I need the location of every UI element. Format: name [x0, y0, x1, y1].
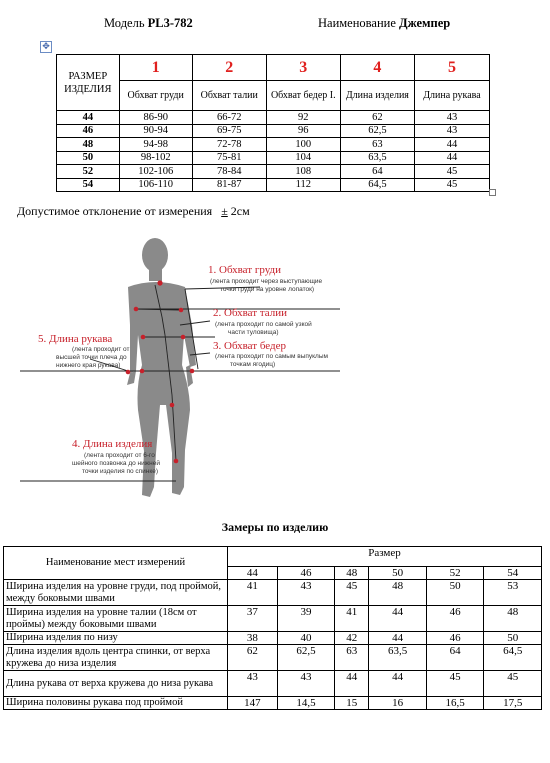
col-label-chest: Обхват груди — [119, 81, 192, 111]
label-length-line: шейного позвонка до нижней — [72, 460, 160, 467]
size-cell: 46 — [57, 124, 120, 138]
value-cell: 41 — [228, 580, 278, 606]
label-waist — [213, 307, 312, 336]
value-cell: 62 — [340, 111, 414, 125]
table-row — [4, 645, 542, 671]
value-cell: 63 — [335, 645, 369, 671]
value-cell: 17,5 — [484, 697, 542, 710]
value-cell: 48 — [484, 606, 542, 632]
table-resize-handle[interactable] — [489, 189, 496, 196]
value-cell: 63,5 — [369, 645, 427, 671]
col-number-1: 1 — [119, 55, 192, 81]
value-cell: 102-106 — [119, 165, 192, 179]
product-name-value: Джемпер — [399, 16, 451, 30]
value-cell: 43 — [228, 671, 278, 697]
value-cell: 45 — [335, 580, 369, 606]
label-sleeve-line: высшей точки плеча до — [56, 354, 127, 361]
label-chest-line: точки груди на уровне лопаток) — [220, 286, 315, 293]
measure-name: Ширина изделия на уровне груди, под проймой, между боковыми швами — [4, 580, 228, 606]
size-cell: 54 — [57, 178, 120, 192]
table-row — [4, 580, 542, 606]
label-chest — [208, 264, 323, 293]
size-cell: 52 — [57, 165, 120, 179]
value-cell: 94-98 — [119, 138, 192, 152]
label-length-title: 4. Длина изделия — [72, 438, 153, 450]
table-row — [4, 697, 542, 710]
table-row — [57, 124, 490, 138]
value-cell: 44 — [414, 151, 489, 165]
value-cell: 50 — [426, 580, 484, 606]
size-col-header: 54 — [484, 567, 542, 580]
value-cell: 46 — [426, 632, 484, 645]
plus-minus-sign: ± — [221, 204, 228, 218]
label-hips — [213, 340, 329, 368]
value-cell: 62,5 — [340, 124, 414, 138]
value-cell: 64,5 — [340, 178, 414, 192]
value-cell: 43 — [277, 580, 335, 606]
value-cell: 45 — [426, 671, 484, 697]
col-number-3: 3 — [266, 55, 340, 81]
product-name-heading — [318, 16, 450, 31]
value-cell: 64 — [426, 645, 484, 671]
value-cell: 38 — [228, 632, 278, 645]
value-cell: 40 — [277, 632, 335, 645]
size-column-header: РАЗМЕР ИЗДЕЛИЯ — [57, 55, 120, 111]
size-chart-table — [56, 54, 490, 192]
measure-name: Ширина изделия по низу — [4, 632, 228, 645]
value-cell: 44 — [414, 138, 489, 152]
value-cell: 43 — [414, 124, 489, 138]
label-hips-line: точкам ягодиц) — [230, 361, 276, 368]
label-length-line: (лента проходит от 6-го — [84, 452, 155, 459]
tolerance-text: Допустимое отклонение от измерения — [17, 204, 213, 218]
label-sleeve-line: нижнего края рукава) — [56, 362, 121, 369]
col-label-hips: Обхват бедер I. — [266, 81, 340, 111]
value-cell: 44 — [369, 671, 427, 697]
value-cell: 15 — [335, 697, 369, 710]
value-cell: 69-75 — [192, 124, 266, 138]
label-chest-line: (лента проходит через выступающие — [210, 278, 323, 285]
value-cell: 16 — [369, 697, 427, 710]
value-cell: 147 — [228, 697, 278, 710]
label-waist-title: 2. Обхват талии — [213, 307, 288, 319]
measure-name: Длина рукава от верха кружева до низа рукава — [4, 671, 228, 697]
value-cell: 44 — [335, 671, 369, 697]
col-number-5: 5 — [414, 55, 489, 81]
value-cell: 106-110 — [119, 178, 192, 192]
model-value: PL3-782 — [147, 16, 193, 30]
table-row — [4, 671, 542, 697]
value-cell: 64 — [340, 165, 414, 179]
size-col-header: 46 — [277, 567, 335, 580]
size-col-header: 48 — [335, 567, 369, 580]
tolerance-value: 2см — [230, 204, 250, 218]
value-cell: 63 — [340, 138, 414, 152]
value-cell: 86-90 — [119, 111, 192, 125]
measure-name: Ширина изделия на уровне талии (18см от проймы) между боковыми швами — [4, 606, 228, 632]
label-length-line: точки изделия по спинке) — [82, 468, 159, 475]
value-cell: 42 — [335, 632, 369, 645]
model-heading — [104, 16, 193, 31]
value-cell: 53 — [484, 580, 542, 606]
size-col-header: 52 — [426, 567, 484, 580]
col-label-waist: Обхват талии — [192, 81, 266, 111]
value-cell: 63,5 — [340, 151, 414, 165]
label-hips-title: 3. Обхват бедер — [213, 340, 286, 352]
label-sleeve-title: 5. Длина рукава — [38, 333, 113, 345]
value-cell: 98-102 — [119, 151, 192, 165]
value-cell: 81-87 — [192, 178, 266, 192]
value-cell: 43 — [277, 671, 335, 697]
measure-name-header: Наименование мест измерений — [4, 547, 228, 580]
label-sleeve-line: (лента проходит от — [72, 346, 130, 353]
label-sleeve — [38, 333, 129, 369]
col-number-4: 4 — [340, 55, 414, 81]
table-row — [57, 178, 490, 192]
value-cell: 14,5 — [277, 697, 335, 710]
measure-name: Длина изделия вдоль центра спинки, от верха кружева до низа изделия — [4, 645, 228, 671]
value-cell: 96 — [266, 124, 340, 138]
value-cell: 108 — [266, 165, 340, 179]
value-cell: 43 — [414, 111, 489, 125]
value-cell: 78-84 — [192, 165, 266, 179]
value-cell: 100 — [266, 138, 340, 152]
value-cell: 90-94 — [119, 124, 192, 138]
label-length — [72, 438, 160, 475]
table-row — [57, 138, 490, 152]
measurement-figure — [0, 225, 550, 515]
size-header: Размер — [228, 547, 542, 567]
value-cell: 45 — [414, 165, 489, 179]
value-cell: 44 — [369, 632, 427, 645]
measure-name: Ширина половины рукава под проймой — [4, 697, 228, 710]
value-cell: 37 — [228, 606, 278, 632]
value-cell: 64,5 — [484, 645, 542, 671]
value-cell: 41 — [335, 606, 369, 632]
value-cell: 45 — [484, 671, 542, 697]
col-label-length: Длина изделия — [340, 81, 414, 111]
value-cell: 75-81 — [192, 151, 266, 165]
value-cell: 104 — [266, 151, 340, 165]
size-col-header: 50 — [369, 567, 427, 580]
value-cell: 45 — [414, 178, 489, 192]
col-label-sleeve: Длина рукава — [414, 81, 489, 111]
table-row — [4, 632, 542, 645]
value-cell: 46 — [426, 606, 484, 632]
measurements-title: Замеры по изделию — [221, 520, 329, 534]
value-cell: 62,5 — [277, 645, 335, 671]
value-cell: 44 — [369, 606, 427, 632]
value-cell: 50 — [484, 632, 542, 645]
size-cell: 44 — [57, 111, 120, 125]
value-cell: 62 — [228, 645, 278, 671]
table-row — [57, 165, 490, 179]
table-move-handle-icon[interactable]: ✥ — [40, 41, 52, 53]
model-label: Модель — [104, 16, 145, 30]
size-col-header: 44 — [228, 567, 278, 580]
value-cell: 16,5 — [426, 697, 484, 710]
label-chest-title: 1. Обхват груди — [208, 264, 281, 276]
table-row — [57, 151, 490, 165]
tolerance-note — [17, 204, 250, 219]
table-row — [57, 111, 490, 125]
value-cell: 92 — [266, 111, 340, 125]
label-hips-line: (лента проходит по самым выпуклым — [215, 353, 328, 360]
col-number-2: 2 — [192, 55, 266, 81]
value-cell: 112 — [266, 178, 340, 192]
table-row — [4, 606, 542, 632]
label-waist-line: (лента проходит по самой узкой — [215, 321, 312, 328]
value-cell: 48 — [369, 580, 427, 606]
value-cell: 66-72 — [192, 111, 266, 125]
value-cell: 39 — [277, 606, 335, 632]
label-waist-line: части туловища) — [228, 329, 279, 336]
size-cell: 50 — [57, 151, 120, 165]
product-name-label: Наименование — [318, 16, 396, 30]
size-cell: 48 — [57, 138, 120, 152]
measurements-table — [3, 546, 542, 710]
value-cell: 72-78 — [192, 138, 266, 152]
